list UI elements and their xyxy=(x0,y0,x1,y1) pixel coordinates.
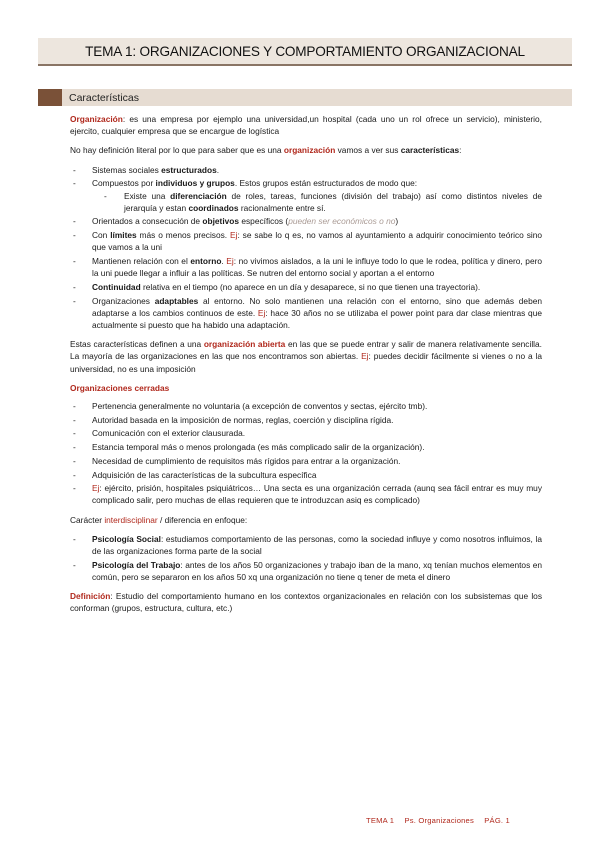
list-item: - Comunicación con el exterior clausurada. xyxy=(70,427,542,439)
section-marker xyxy=(38,89,62,106)
list-item: - Psicología del Trabajo: antes de los años 50 organizaciones y trabajo iban de la mano, xq tenían muchos elementos en común, pero se separaron en los años 50 xq una organización no tiene q tener de meta el dinero xyxy=(70,559,542,583)
definition-paragraph: Definición: Estudio del comportamiento humano en los contextos organizacionales en relación con los subsistemas que los conforman (grupos, estructura, cultura, etc.) xyxy=(70,591,542,614)
list-item: - Psicología Social: estudiamos comportamiento de las personas, como la sociedad influye y como nosotros influimos, la de las organizaciones forma parte de la social xyxy=(70,533,542,557)
intro-paragraph: Organización: es una empresa por ejemplo una universidad,un hospital (cada uno un rol ofrece un servicio), ministerio, ejercito, cualquier empresa que se encargue de logística xyxy=(70,114,542,137)
footer-subject: Ps. Organizaciones xyxy=(404,816,474,825)
section-title: Características xyxy=(62,89,572,106)
sub-list-item: - Existe una diferenciación de roles, tareas, funciones (división del trabajo) así como distintos niveles de jerarquía y estan coordinados racionalmente entre sí. xyxy=(92,190,542,214)
list-item: - Ej: ejército, prisión, hospitales psiquiátricos… Una secta es una organización cerrada (aunq sea fácil entrar es muy muy complicado salir, pero muchas de ellas requieren que te introduzcan asiq es complicado) xyxy=(70,482,542,506)
section-header xyxy=(38,89,572,106)
list-item: - Compuestos por individuos y grupos. Estos grupos están estructurados de modo que: - Existe una diferenciación de roles, tareas, funciones (división del trabajo) así como distintos niveles de jerarquía y estan coordinados racionalmente entre sí. xyxy=(70,177,542,214)
open-organization-paragraph: Estas características definen a una organización abierta en las que se puede entrar y salir de manera relativamente sencilla. La mayoría de las organizaciones en las que nos encontramos son abiertas. Ej: puedes decidir fácilmente si vienes o no a la universidad, no es una imposición xyxy=(70,339,542,374)
page-title: TEMA 1: ORGANIZACIONES Y COMPORTAMIENTO ORGANIZACIONAL xyxy=(85,43,525,59)
list-item: - Necesidad de cumplimiento de requisitos más rígidos para entrar a la organización. xyxy=(70,455,542,467)
characteristics-list xyxy=(70,164,542,332)
term-organizacion: Organización xyxy=(70,114,123,124)
list-item: - Orientados a consecución de objetivos específicos (pueden ser económicos o no) xyxy=(70,215,542,227)
page-footer xyxy=(366,816,518,825)
list-item: - Adquisición de las características de la subcultura específica xyxy=(70,469,542,481)
list-item: - Organizaciones adaptables al entorno. No solo mantienen una relación con el entorno, sino que además deben adaptarse a los cambios continuos de este. Ej: hace 30 años no se utilizaba el power point para dar clase mientras que actualmente si puesto que ha habido una adaptación. xyxy=(70,295,542,332)
list-item: - Continuidad relativa en el tiempo (no aparece en un día y desaparece, si no que tienen una trayectoria). xyxy=(70,281,542,293)
list-item: - Con límites más o menos precisos. Ej: se sabe lo q es, no vamos al ayuntamiento a adquirir conocimiento teórico sino que vamos a la uni xyxy=(70,229,542,253)
closed-organizations-title: Organizaciones cerradas xyxy=(70,382,170,393)
title-bar xyxy=(38,38,572,66)
list-item: - Pertenencia generalmente no voluntaria (a excepción de conventos y sectas, ejército tmb). xyxy=(70,400,542,412)
list-item: - Autoridad basada en la imposición de normas, reglas, coerción y disciplina rígida. xyxy=(70,414,542,426)
footer-topic: TEMA 1 xyxy=(366,816,395,825)
list-item: - Mantienen relación con el entorno. Ej: no vivimos aislados, a la uni le influye todo lo que le rodea, política y dinero, pero la uni puede llegar a influir a las políticas. Se nutren del entorno social y aportan a el entorno xyxy=(70,255,542,279)
footer-page-number: PÁG. 1 xyxy=(484,816,510,825)
document-body xyxy=(70,113,542,622)
sub-list xyxy=(92,190,542,214)
closed-organizations-list xyxy=(70,400,542,507)
no-definition-paragraph: No hay definición literal por lo que para saber que es una organización vamos a ver sus características: xyxy=(70,145,462,156)
psychology-list xyxy=(70,533,542,583)
list-item: - Sistemas sociales estructurados. xyxy=(70,164,542,176)
interdisciplinary-paragraph: Carácter interdisciplinar / diferencia en enfoque: xyxy=(70,514,248,525)
list-item: - Estancia temporal más o menos prolongada (es más complicado salir de la organización). xyxy=(70,441,542,453)
